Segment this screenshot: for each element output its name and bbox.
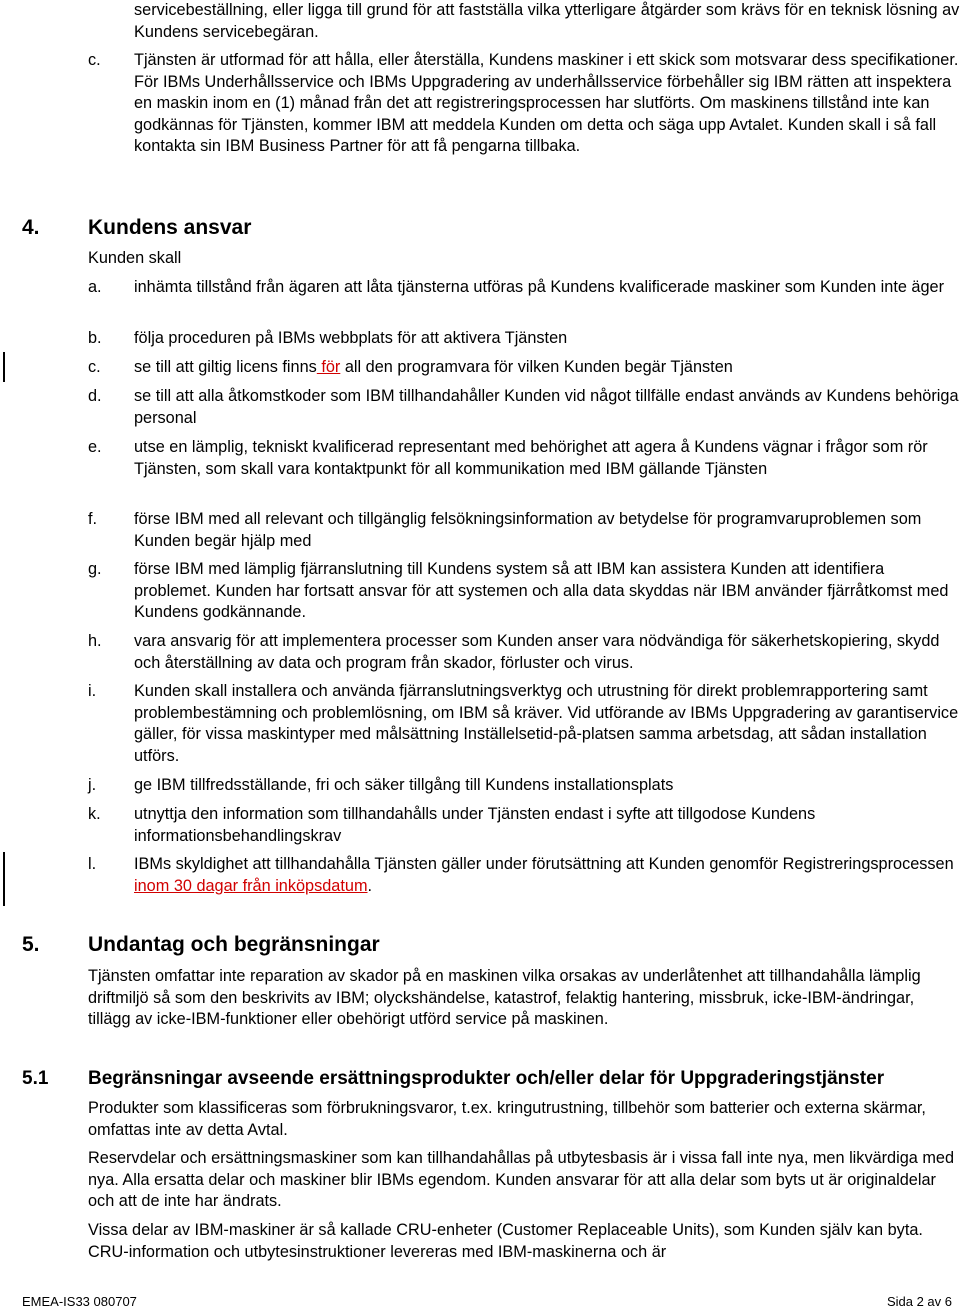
continued-paragraph: servicebeställning, eller ligga till grund för att fastställa vilka ytterligare åtgärder som krävs för en teknisk lösning av Kundens servicebegäran. bbox=[134, 1, 960, 41]
section-5-1-paragraph-2: Reservdelar och ersättningsmaskiner som kan tillhandahållas på utbytesbasis är i vissa fall inte nya, men likvärdiga med nya. Alla ersatta delar och maskiner blir IBMs egendom. Kunden ansvarar för att alla delar som byts ut är originaldelar och att de inte har ändrats. bbox=[88, 1149, 955, 1210]
list-text: vara ansvarig för att implementera processer som Kunden anser vara nödvändiga för säkerhetskopiering, skydd och återställning av data och program från skador, förluster och virus. bbox=[134, 632, 940, 672]
section-5-1-paragraph-3: Vissa delar av IBM-maskiner är så kallade CRU-enheter (Customer Replaceable Units), som Kunden själv kan byta. CRU-information och utbytesinstruktioner levereras med IBM-maskinerna och är bbox=[88, 1221, 923, 1261]
list-item-c bbox=[88, 357, 960, 379]
list-text: utnyttja den information som tillhandahålls under Tjänsten endast i syfte att tillgodose Kundens informationsbehandlingskrav bbox=[134, 805, 816, 845]
footer-page-number: Sida 2 av 6 bbox=[886, 1294, 952, 1309]
list-letter: h. bbox=[88, 632, 102, 650]
footer-document-id: EMEA-IS33 080707 bbox=[22, 1294, 137, 1309]
section-number: 5.1 bbox=[22, 1068, 49, 1089]
list-letter: c. bbox=[88, 358, 101, 376]
list-letter: i. bbox=[88, 682, 97, 700]
list-item-k bbox=[88, 804, 960, 847]
list-text-part: se till att giltig licens finns bbox=[134, 358, 317, 376]
section-title: Undantag och begränsningar bbox=[88, 933, 380, 956]
list-letter: l. bbox=[88, 855, 97, 873]
section-title: Begränsningar avseende ersättningsprodukter och/eller delar för Uppgraderingstjänster bbox=[88, 1068, 885, 1089]
list-text bbox=[134, 357, 960, 379]
list-item-b bbox=[88, 328, 960, 350]
list-text-part: . bbox=[367, 876, 373, 895]
list-item-j bbox=[88, 775, 960, 797]
revised-text: för bbox=[316, 358, 341, 376]
section-number: 5. bbox=[22, 933, 40, 956]
list-item-d bbox=[88, 386, 960, 429]
list-text: utse en lämplig, tekniskt kvalificerad representant med behörighet att agera å Kundens vägnar i frågor som rör Tjänsten, som skall vara kontaktpunkt för all kommunikation med IBM gällande Tjänsten bbox=[134, 438, 928, 478]
list-text: ge IBM tillfredsställande, fri och säker tillgång till Kundens installationsplats bbox=[134, 776, 674, 794]
list-text-part: IBMs skyldighet att tillhandahålla Tjänsten gäller under förutsättning att Kunden genomför Registreringsprocessen bbox=[134, 855, 954, 873]
list-item-i bbox=[88, 681, 960, 767]
section-title: Kundens ansvar bbox=[88, 216, 252, 239]
section-5-paragraph: Tjänsten omfattar inte reparation av skador på en maskinen vilka orsakas av underlåtenhet att tillhandahålla lämplig driftmiljö så som den beskrivits av IBM; olyckshändelse, katastrof, felaktig hantering, missbruk, icke-IBM-ändringar, tillägg av icke-IBM-funktioner eller obehörigt utförd service på maskinen. bbox=[88, 967, 921, 1028]
section-5-1-paragraph-1: Produkter som klassificeras som förbrukningsvaror, t.ex. kringutrustning, tillbehör som batterier och externa skärmar, omfattas inte av detta Avtal. bbox=[88, 1099, 926, 1139]
list-letter: k. bbox=[88, 805, 101, 823]
section-5-1-heading bbox=[22, 1067, 884, 1091]
list-item-e bbox=[88, 437, 960, 480]
section-5-heading bbox=[22, 932, 380, 958]
list-letter: d. bbox=[88, 387, 102, 405]
revision-bar bbox=[3, 852, 5, 906]
list-text: Tjänsten är utformad för att hålla, eller återställa, Kundens maskiner i ett skick som motsvarar dess specifikationer. För IBMs Underhållsservice och IBMs Uppgradering av underhållsservice förbehåller sig IBM rätten att inspektera en maskin inom en (1) månad från det att registreringsprocessen har slutförts. Om maskinens tillstånd inte kan godkännas för Tjänsten, kommer IBM att meddela Kunden om detta och säga upp Avtalet. Kunden skall i så fall kontakta sin IBM Business Partner för att få pengarna tillbaka. bbox=[134, 51, 959, 155]
list-text: Kunden skall installera och använda fjärranslutningsverktyg och utrustning för direkt problemrapportering samt problembestämning och problemlösning, om IBM så kräver. Vid utförande av IBMs Uppgradering av garantiservice gäller, för vissa maskintyper med målsättning Inställelsetid-på-platsen samma arbetsdag, att sådan installation utförs. bbox=[134, 682, 959, 765]
list-text: inhämta tillstånd från ägaren att låta tjänsterna utföras på Kundens kvalificerade maskiner som Kunden inte äger bbox=[134, 278, 945, 296]
list-item-f bbox=[88, 509, 960, 552]
list-item-h bbox=[88, 631, 960, 674]
section-4-intro: Kunden skall bbox=[88, 249, 182, 267]
section-4-heading bbox=[22, 215, 251, 241]
list-letter: a. bbox=[88, 278, 102, 296]
list-item-l bbox=[88, 854, 960, 897]
list-item-c-top bbox=[88, 50, 960, 158]
list-letter: j. bbox=[88, 776, 97, 794]
list-text: se till att alla åtkomstkoder som IBM tillhandahåller Kunden vid något tillfälle endast används av Kundens behöriga personal bbox=[134, 387, 959, 427]
revision-bar bbox=[3, 352, 5, 382]
list-letter: f. bbox=[88, 510, 98, 528]
list-text: förse IBM med lämplig fjärranslutning till Kundens system så att IBM kan assistera Kunden att identifiera problemet. Kunden har fortsatt ansvar för att systemen och alla data skyddas när IBM använder fjärråtkomst med Kundens godkännande. bbox=[134, 560, 949, 621]
list-text: förse IBM med all relevant och tillgänglig felsökningsinformation av betydelse för programvaruproblemen som Kunden begär hjälp med bbox=[134, 510, 922, 550]
list-letter: e. bbox=[88, 438, 102, 456]
list-text-part: all den programvara för vilken Kunden begär Tjänsten bbox=[340, 358, 733, 376]
list-text bbox=[134, 854, 960, 897]
list-letter: g. bbox=[88, 560, 102, 578]
revised-text: inom 30 dagar från inköpsdatum bbox=[134, 876, 368, 895]
list-item-g bbox=[88, 559, 960, 624]
list-item-a bbox=[88, 277, 960, 299]
list-text: följa proceduren på IBMs webbplats för att aktivera Tjänsten bbox=[134, 329, 568, 347]
section-number: 4. bbox=[22, 216, 40, 239]
list-letter: b. bbox=[88, 329, 102, 347]
list-letter: c. bbox=[88, 51, 101, 69]
